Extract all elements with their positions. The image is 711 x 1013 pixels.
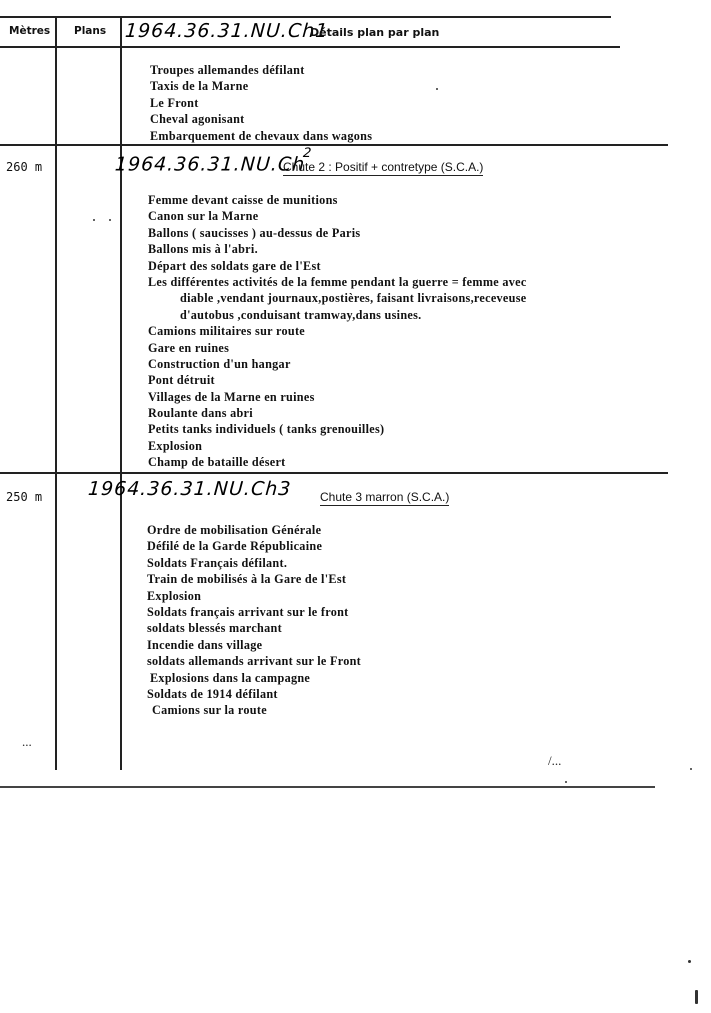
list-item: d'autobus ,conduisant tramway,dans usines.: [180, 307, 422, 322]
list-item: Petits tanks individuels ( tanks grenouilles): [148, 422, 385, 437]
list-item: soldats blessés marchant: [147, 621, 282, 636]
list-item: Pont détruit: [148, 373, 215, 388]
list-item: Explosion: [148, 438, 203, 453]
list-item: Femme devant caisse de munitions: [148, 193, 338, 207]
metres-column-header: Mètres: [9, 25, 51, 37]
list-item: Construction d'un hangar: [148, 356, 291, 371]
list-item: Camions sur la route: [152, 703, 267, 718]
list-item: Gare en ruines: [148, 340, 230, 355]
list-item: Roulante dans abri: [148, 406, 253, 421]
list-item: Le Front: [150, 95, 199, 110]
list-item: Départ des soldats gare de l'Est: [148, 258, 321, 273]
scan-speck: [436, 88, 438, 90]
section-rule-1: [0, 144, 668, 146]
section-1-items: [150, 62, 372, 144]
column-rule-left: [55, 16, 57, 770]
section-2-chute: Chute 2 : Positif + contretype (S.C.A.): [283, 160, 484, 174]
section-rule-2: [0, 472, 668, 474]
list-item: Les différentes activités de la femme pendant la guerre = femme avec: [148, 274, 527, 289]
section-2-handwritten-reference: 1964.36.31.NU.Ch$^2$: [114, 146, 313, 176]
section-3-chute: Chute 3 marron (S.C.A.): [320, 490, 450, 504]
list-item: Défilé de la Garde Républicaine: [147, 539, 323, 554]
page-bottom-edge: [0, 786, 655, 800]
list-item: Soldats Français défilant.: [147, 555, 288, 570]
list-item: Soldats français arrivant sur le front: [147, 604, 349, 619]
list-item: Explosion: [147, 588, 202, 603]
list-item: Explosions dans la campagne: [150, 670, 311, 685]
scan-speck: [688, 960, 691, 963]
section-3-meters: 250 m: [6, 490, 43, 504]
list-item: Ordre de mobilisation Générale: [147, 523, 322, 537]
section-2-meters: 260 m: [6, 160, 43, 174]
list-item: Troupes allemandes défilant: [150, 63, 305, 77]
handwritten-reference: 1964.36.31.NU.Ch1: [124, 20, 330, 42]
left-continuation-marks: ...: [22, 734, 32, 749]
list-item: soldats allemands arrivant sur le Front: [147, 654, 362, 669]
list-item: Train de mobilisés à la Gare de l'Est: [147, 572, 347, 587]
scan-speck: [690, 768, 692, 770]
scan-speck: [565, 781, 567, 783]
scan-speck: [109, 219, 111, 221]
list-item: Soldats de 1914 défilant: [147, 686, 278, 701]
section-2-items: [148, 192, 527, 471]
list-item: diable ,vendant journaux,postières, faisant livraisons,receveuse: [180, 291, 527, 306]
scan-speck: [695, 990, 698, 1004]
list-item: Villages de la Marne en ruines: [148, 389, 315, 404]
section-3-items: [147, 522, 361, 719]
list-item: Incendie dans village: [147, 637, 263, 652]
top-rule: [0, 16, 611, 18]
list-item: Canon sur la Marne: [148, 209, 259, 224]
list-item: Champ de bataille désert: [148, 455, 286, 470]
section-3-handwritten-reference: 1964.36.31.NU.Ch3: [87, 478, 293, 500]
details-column-header: Détails plan par plan: [310, 26, 440, 39]
list-item: Cheval agonisant: [150, 112, 245, 127]
plans-column-header: Plans: [74, 25, 107, 37]
header-rule: [0, 46, 620, 48]
list-item: Ballons mis à l'abri.: [148, 242, 258, 257]
continuation-marker: /...: [548, 753, 562, 768]
column-rule-plans: [120, 16, 122, 770]
list-item: Ballons ( saucisses ) au-dessus de Paris: [148, 225, 361, 240]
scan-speck: [93, 219, 95, 221]
list-item: Taxis de la Marne: [150, 79, 249, 94]
list-item: Embarquement de chevaux dans wagons: [150, 128, 373, 143]
list-item: Camions militaires sur route: [148, 324, 306, 339]
